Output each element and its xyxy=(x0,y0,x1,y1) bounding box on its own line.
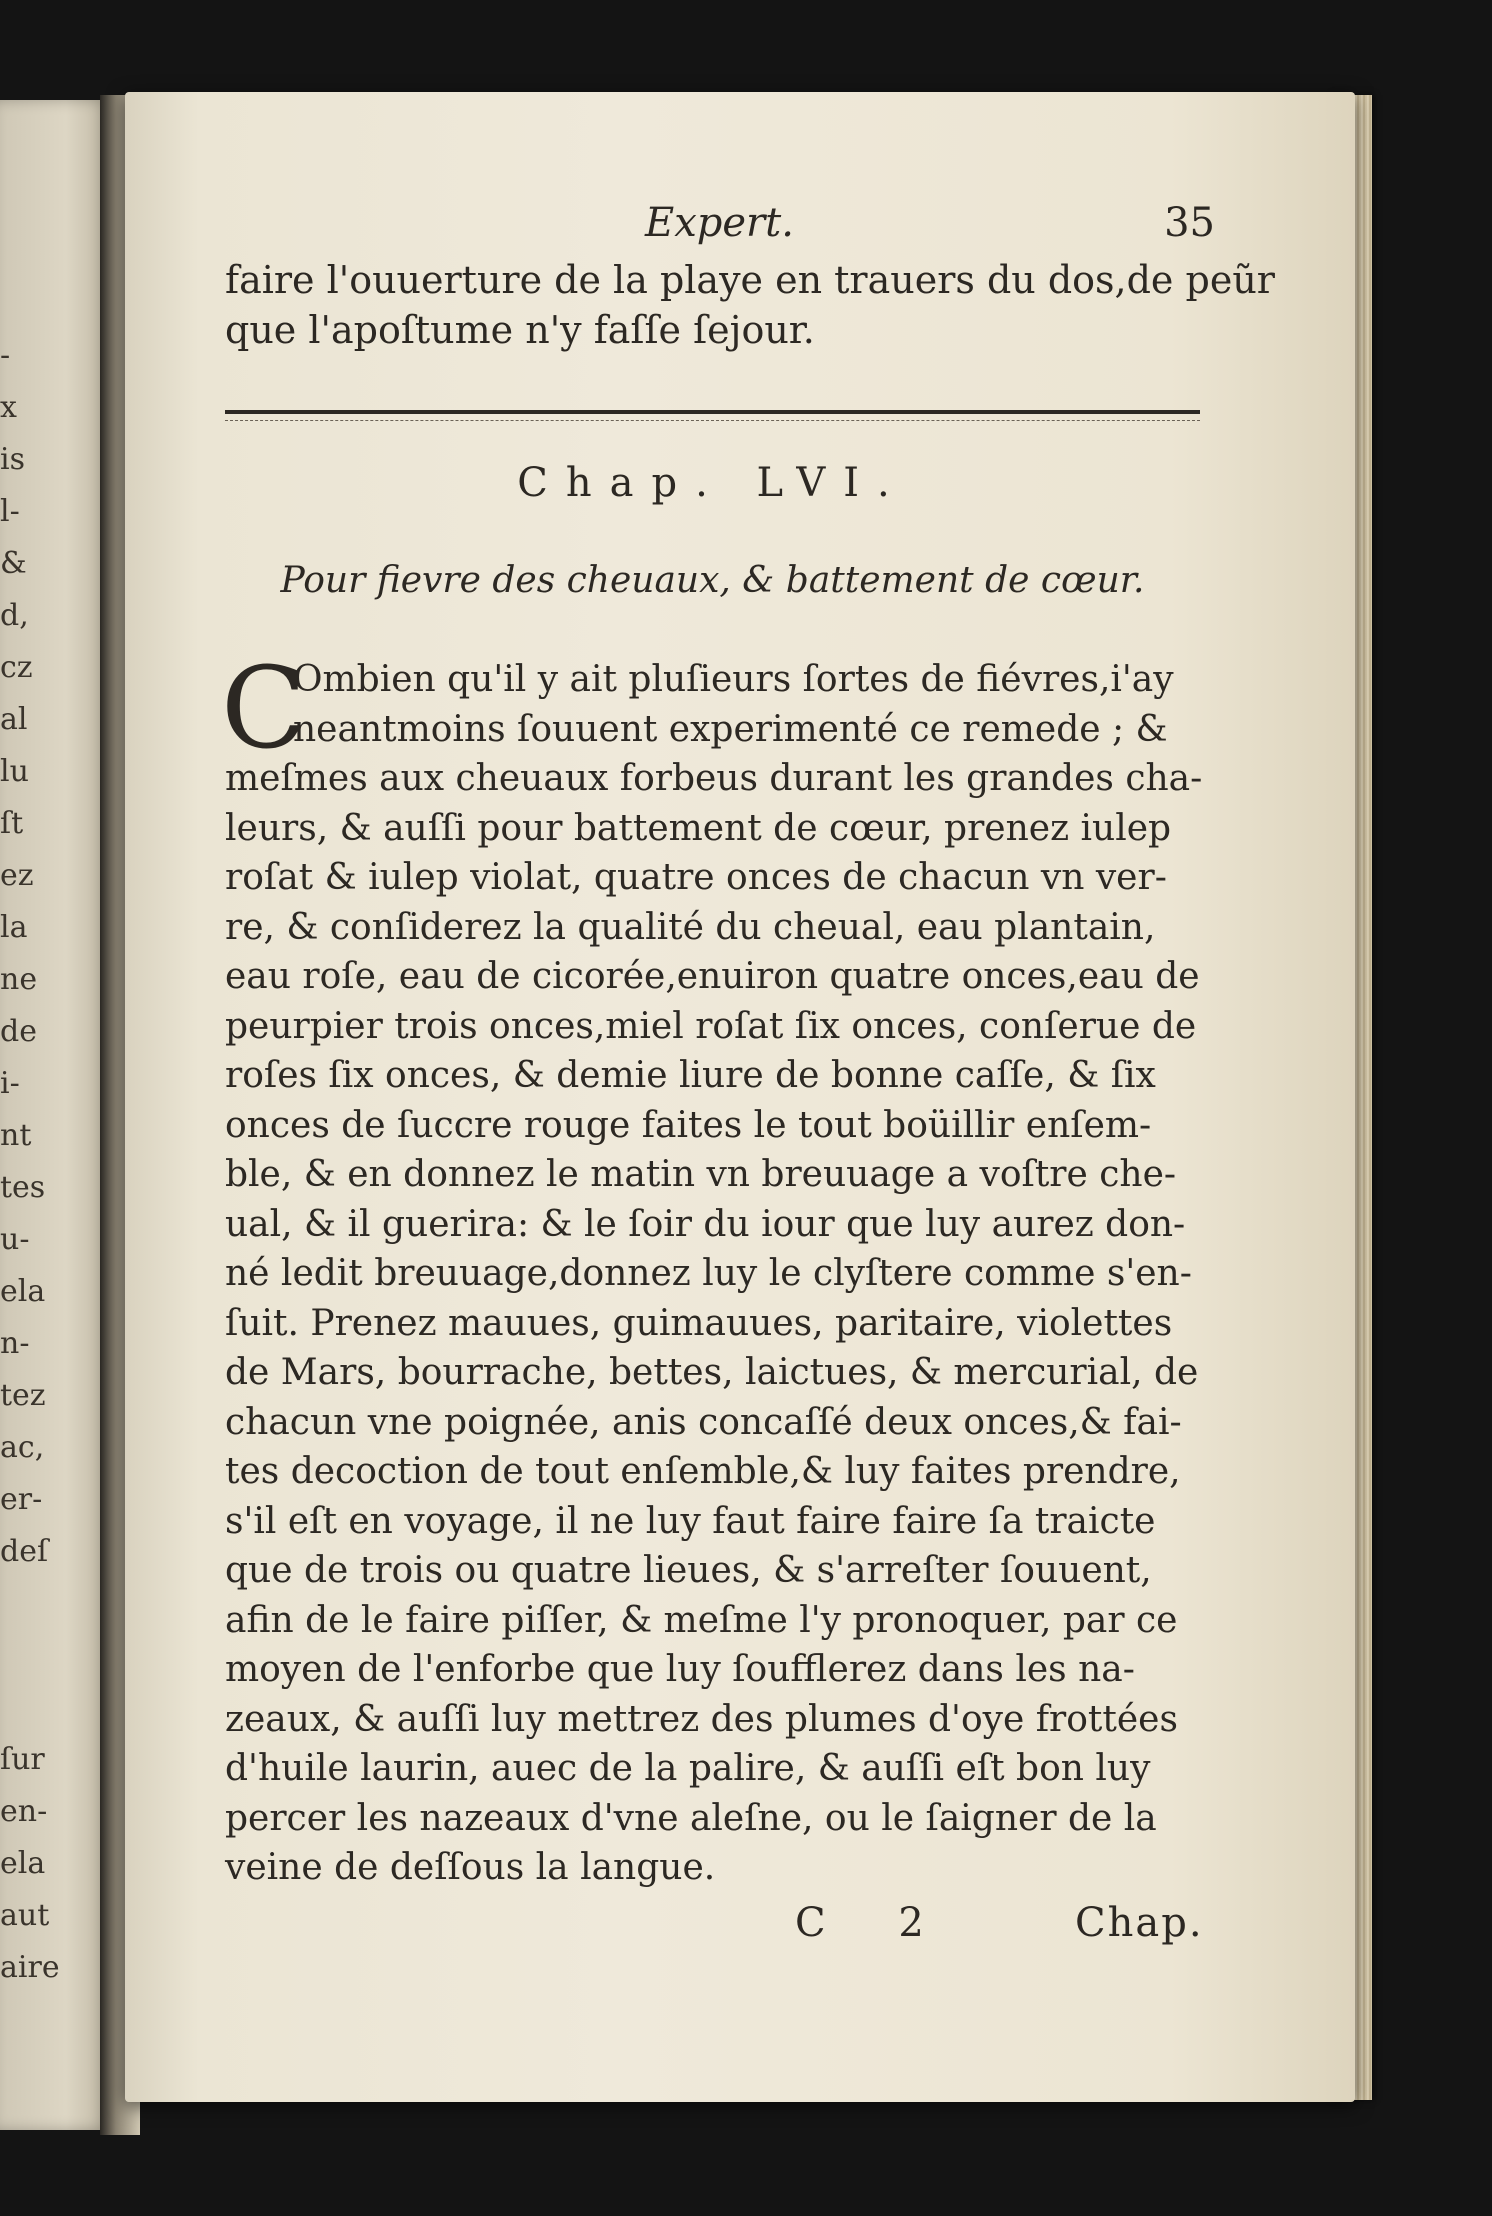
text-line: zeaux, & auſſi luy mettrez des plumes d'oye frottées xyxy=(225,1698,1178,1740)
facing-page-text-fragments xyxy=(0,330,60,1994)
text-line: onces de ſuccre rouge faites le tout boüillir enſem- xyxy=(225,1104,1152,1146)
text-line: percer les nazeaux d'vne aleſne, ou le ſaigner de la xyxy=(225,1797,1157,1839)
text-line: veine de deſſous la langue. xyxy=(225,1847,716,1888)
facing-page-fragment: - xyxy=(0,338,11,373)
text-line: s'il eſt en voyage, il ne luy faut faire faire ſa traicte xyxy=(225,1500,1156,1542)
text-line: roſes ſix onces, & demie liure de bonne caſſe, & ſix xyxy=(225,1055,1156,1096)
facing-page-fragment: ez xyxy=(0,858,34,893)
catchword: Chap. xyxy=(1075,1900,1204,1946)
text-line: meſmes aux cheuaux forbeus durant les grandes cha- xyxy=(225,758,1203,799)
text-line: de Mars, bourrache, bettes, laictues, & mercurial, de xyxy=(225,1352,1199,1393)
facing-page-fragment: er- xyxy=(0,1482,43,1517)
facing-page-fragment xyxy=(0,1578,60,1630)
facing-page-fragment: de xyxy=(0,1014,37,1049)
continued-text xyxy=(225,255,1275,355)
text-line: que l'apoſtume n'y faſſe ſejour. xyxy=(225,308,815,352)
text-line: ble, & en donnez le matin vn breuuage a voſtre che- xyxy=(225,1154,1177,1195)
facing-page-fragment: x xyxy=(0,390,17,425)
text-line: d'huile laurin, auec de la palire, & auſſi eſt bon luy xyxy=(225,1748,1151,1789)
ornamental-rule xyxy=(225,410,1200,421)
facing-page-fragment: ela xyxy=(0,1846,46,1881)
facing-page-fragment: aire xyxy=(0,1950,60,1985)
signature-mark: C 2 xyxy=(795,1900,954,1946)
facing-page-fragment xyxy=(0,1630,60,1682)
facing-page-fragment: cz xyxy=(0,650,33,685)
text-line: ſuit. Prenez mauues, guimauues, paritaire, violettes xyxy=(225,1302,1173,1344)
chapter-heading: Chap. LVI. xyxy=(517,460,908,506)
body-lines xyxy=(225,754,1203,1893)
chapter-subtitle: Pour fievre des cheuaux, & battement de cœur. xyxy=(280,560,1145,601)
facing-page-fragment xyxy=(0,1682,60,1734)
facing-page-fragment: n- xyxy=(0,1326,30,1361)
facing-page-fragment: tez xyxy=(0,1378,46,1413)
facing-page-fragment: i- xyxy=(0,1066,20,1101)
facing-page-fragment: is xyxy=(0,442,25,477)
text-line: chacun vne poignée, anis concaſſé deux onces,& fai- xyxy=(225,1401,1182,1443)
text-line: moyen de l'enforbe que luy ſoufflerez dans les na- xyxy=(225,1649,1135,1690)
drop-cap-lines xyxy=(225,655,1200,754)
facing-page-fragment: lu xyxy=(0,754,29,789)
text-line: que de trois ou quatre lieues, & s'arreſter ſouuent, xyxy=(225,1550,1152,1591)
facing-page-fragment: ſt xyxy=(0,806,24,841)
text-line: leurs, & auſſi pour battement de cœur, prenez iulep xyxy=(225,807,1172,849)
text-line: roſat & iulep violat, quatre onces de chacun vn ver- xyxy=(225,857,1167,898)
running-title: Expert. xyxy=(645,200,794,246)
text-line: né ledit breuuage,donnez luy le clyſtere comme s'en- xyxy=(225,1253,1192,1294)
facing-page-fragment: ne xyxy=(0,962,38,997)
facing-page-fragment: u- xyxy=(0,1222,30,1257)
text-line: re, & conſiderez la qualité du cheual, eau plantain, xyxy=(225,906,1156,948)
text-line: faire l'ouuerture de la playe en trauers du dos,de peũr xyxy=(225,258,1275,302)
facing-page-fragment: aut xyxy=(0,1898,50,1933)
facing-page-fragment: & xyxy=(0,546,27,581)
facing-page-fragment: nt xyxy=(0,1118,32,1153)
chapter-body xyxy=(221,644,1203,1893)
text-line: Ombien qu'il y ait pluſieurs ſortes de fiévres,i'ay xyxy=(293,659,1174,700)
facing-page-fragment: la xyxy=(0,910,28,945)
text-line: ual, & il guerira: & le ſoir du iour que luy aurez don- xyxy=(225,1203,1186,1245)
facing-page-fragment: deſ xyxy=(0,1534,49,1569)
text-line: tes decoction de tout enſemble,& luy faites prendre, xyxy=(225,1451,1181,1492)
facing-page-fragment: ac, xyxy=(0,1430,45,1465)
facing-page-fragment: ſur xyxy=(0,1742,45,1777)
facing-page-fragment: l- xyxy=(0,494,20,529)
facing-page-fragment: al xyxy=(0,702,28,737)
facing-page-fragment: d, xyxy=(0,598,29,633)
text-line: neantmoins ſouuent experimenté ce remede ; & xyxy=(293,708,1168,750)
facing-page-edge xyxy=(0,100,110,2130)
running-head xyxy=(225,200,1215,260)
facing-page-fragment: tes xyxy=(0,1170,46,1205)
text-line: afin de le faire piſſer, & meſme l'y pronoquer, par ce xyxy=(225,1599,1178,1641)
text-line: eau roſe, eau de cicorée,enuiron quatre onces,eau de xyxy=(225,956,1200,997)
facing-page-fragment: ela xyxy=(0,1274,46,1309)
page-number: 35 xyxy=(1164,200,1215,246)
facing-page-fragment: en- xyxy=(0,1794,48,1829)
drop-cap-initial: C xyxy=(221,644,307,774)
text-line: peurpier trois onces,miel roſat ſix onces, conſerue de xyxy=(225,1005,1197,1047)
